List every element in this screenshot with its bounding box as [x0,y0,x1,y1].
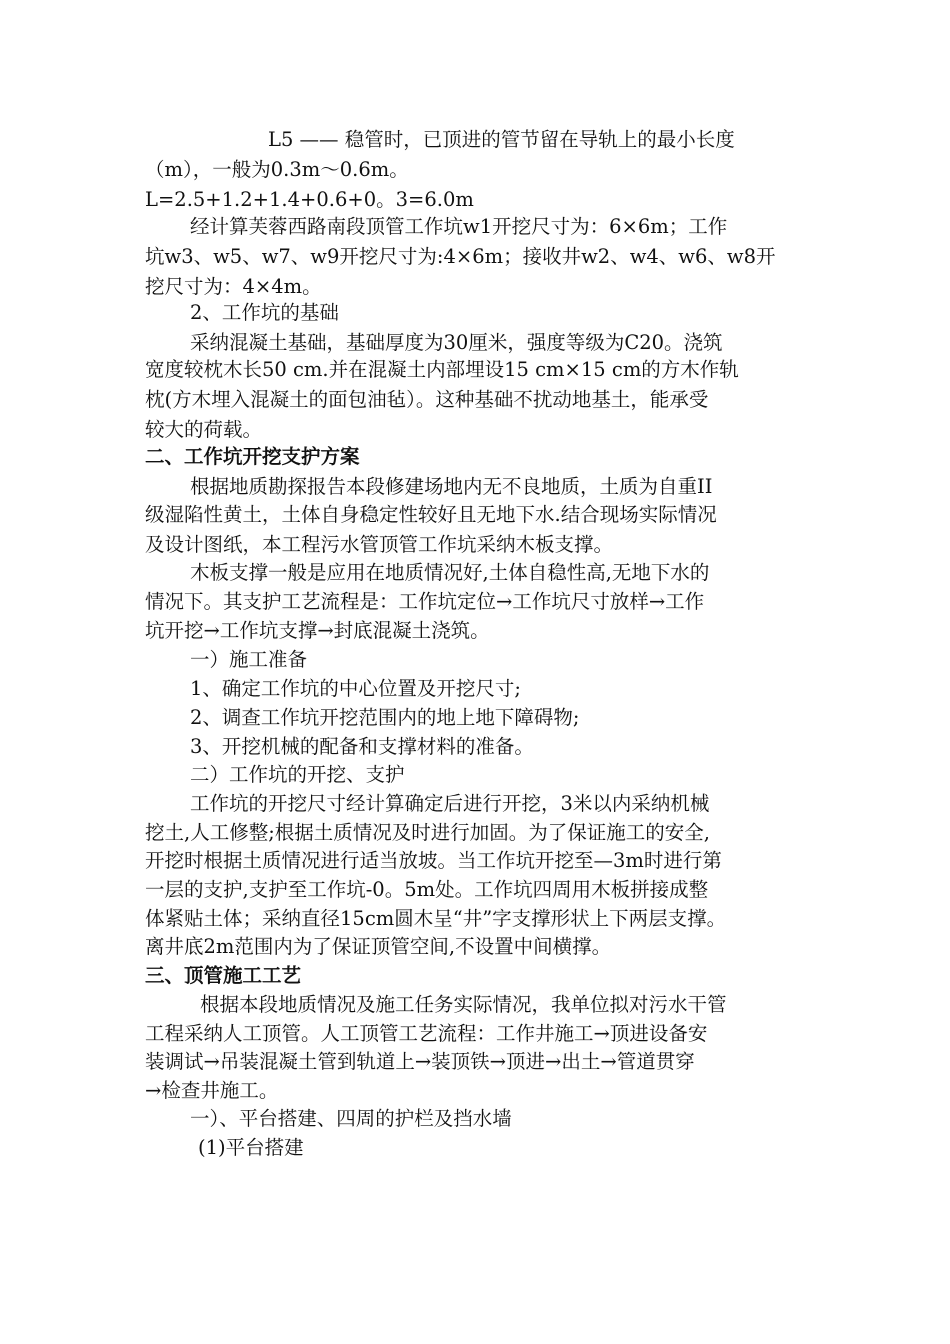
text-line: 离井底2m范围内为了保证顶管空间,不设置中间横撑。 [145,935,612,958]
list-item: 2、调查工作坑开挖范围内的地上地下障碍物; [190,706,580,729]
text-line: 开挖时根据土质情况进行适当放坡。当工作坑开挖至—3m时进行第 [145,849,722,872]
paragraph-line: 木板支撑一般是应用在地质情况好,土体自稳性高,无地下水的 [190,561,710,584]
list-item: 3、开挖机械的配备和支撑材料的准备。 [190,735,534,758]
text-line: （m），一般为0.3m～0.6m。 [145,158,409,181]
text-line: 级湿陷性黄土，土体自身稳定性较好且无地下水.结合现场实际情况 [145,503,717,526]
text-line: 及设计图纸，本工程污水管顶管工作坑采纳木板支撑。 [145,533,614,556]
text-line: 坑开挖→工作坑支撑→封底混凝土浇筑。 [145,619,490,642]
subheading-line: 二）工作坑的开挖、支护 [190,763,405,786]
subheading-line: (1)平台搭建 [198,1136,304,1159]
text-line: 挖尺寸为：4×4m。 [145,275,322,298]
text-line: →检查井施工。 [145,1079,279,1102]
text-line: 装调试→吊装混凝土管到轨道上→装顶铁→顶进→出土→管道贯穿 [145,1050,695,1073]
paragraph-line: 工作坑的开挖尺寸经计算确定后进行开挖，3米以内采纳机械 [190,792,710,815]
section-heading-2: 二、工作坑开挖支护方案 [145,445,360,468]
subheading-line: 一）、平台搭建、四周的护栏及挡水墙 [190,1107,512,1130]
text-line: 工程采纳人工顶管。人工顶管工艺流程：工作井施工→顶进设备安 [145,1022,708,1045]
text-line: 较大的荷载。 [145,418,263,441]
text-line: 一层的支护,支护至工作坑-0。5m处。工作坑四周用木板拼接成整 [145,878,709,901]
text-line-l5: L5 —— 稳管时，已顶进的管节留在导轨上的最小长度 [268,128,735,151]
subheading-line: 一）施工准备 [190,648,308,671]
paragraph-line: 根据本段地质情况及施工任务实际情况，我单位拟对污水干管 [200,993,727,1016]
paragraph-line: 采纳混凝土基础，基础厚度为30厘米，强度等级为C20。浇筑 [190,331,723,354]
paragraph-line: 经计算芙蓉西路南段顶管工作坑w1开挖尺寸为：6×6m；工作 [190,215,728,238]
section-heading-3: 三、顶管施工工艺 [145,964,302,987]
text-line: 体紧贴土体；采纳直径15cm圆木呈“井”字支撑形状上下两层支撑。 [145,907,727,930]
text-line: 坑w3、w5、w7、w9开挖尺寸为:4×6m；接收井w2、w4、w6、w8开 [145,245,776,268]
formula-line: L=2.5+1.2+1.4+0.6+0。3=6.0m [145,188,474,211]
text-line: 挖土,人工修整;根据土质情况及时进行加固。为了保证施工的安全, [145,821,710,844]
text-line: 枕(方木埋入混凝土的面包油毡）。这种基础不扰动地基土，能承受 [145,388,709,411]
list-item: 1、确定工作坑的中心位置及开挖尺寸; [190,677,521,700]
paragraph-line: 根据地质勘探报告本段修建场地内无不良地质，土质为自重II [190,475,713,498]
text-line: 宽度较枕木长50 cm.并在混凝土内部埋设15 cm×15 cm的方木作轨 [145,358,739,381]
subheading-line: 2、工作坑的基础 [190,301,339,324]
text-line: 情况下。其支护工艺流程是：工作坑定位→工作坑尺寸放样→工作 [145,590,705,613]
